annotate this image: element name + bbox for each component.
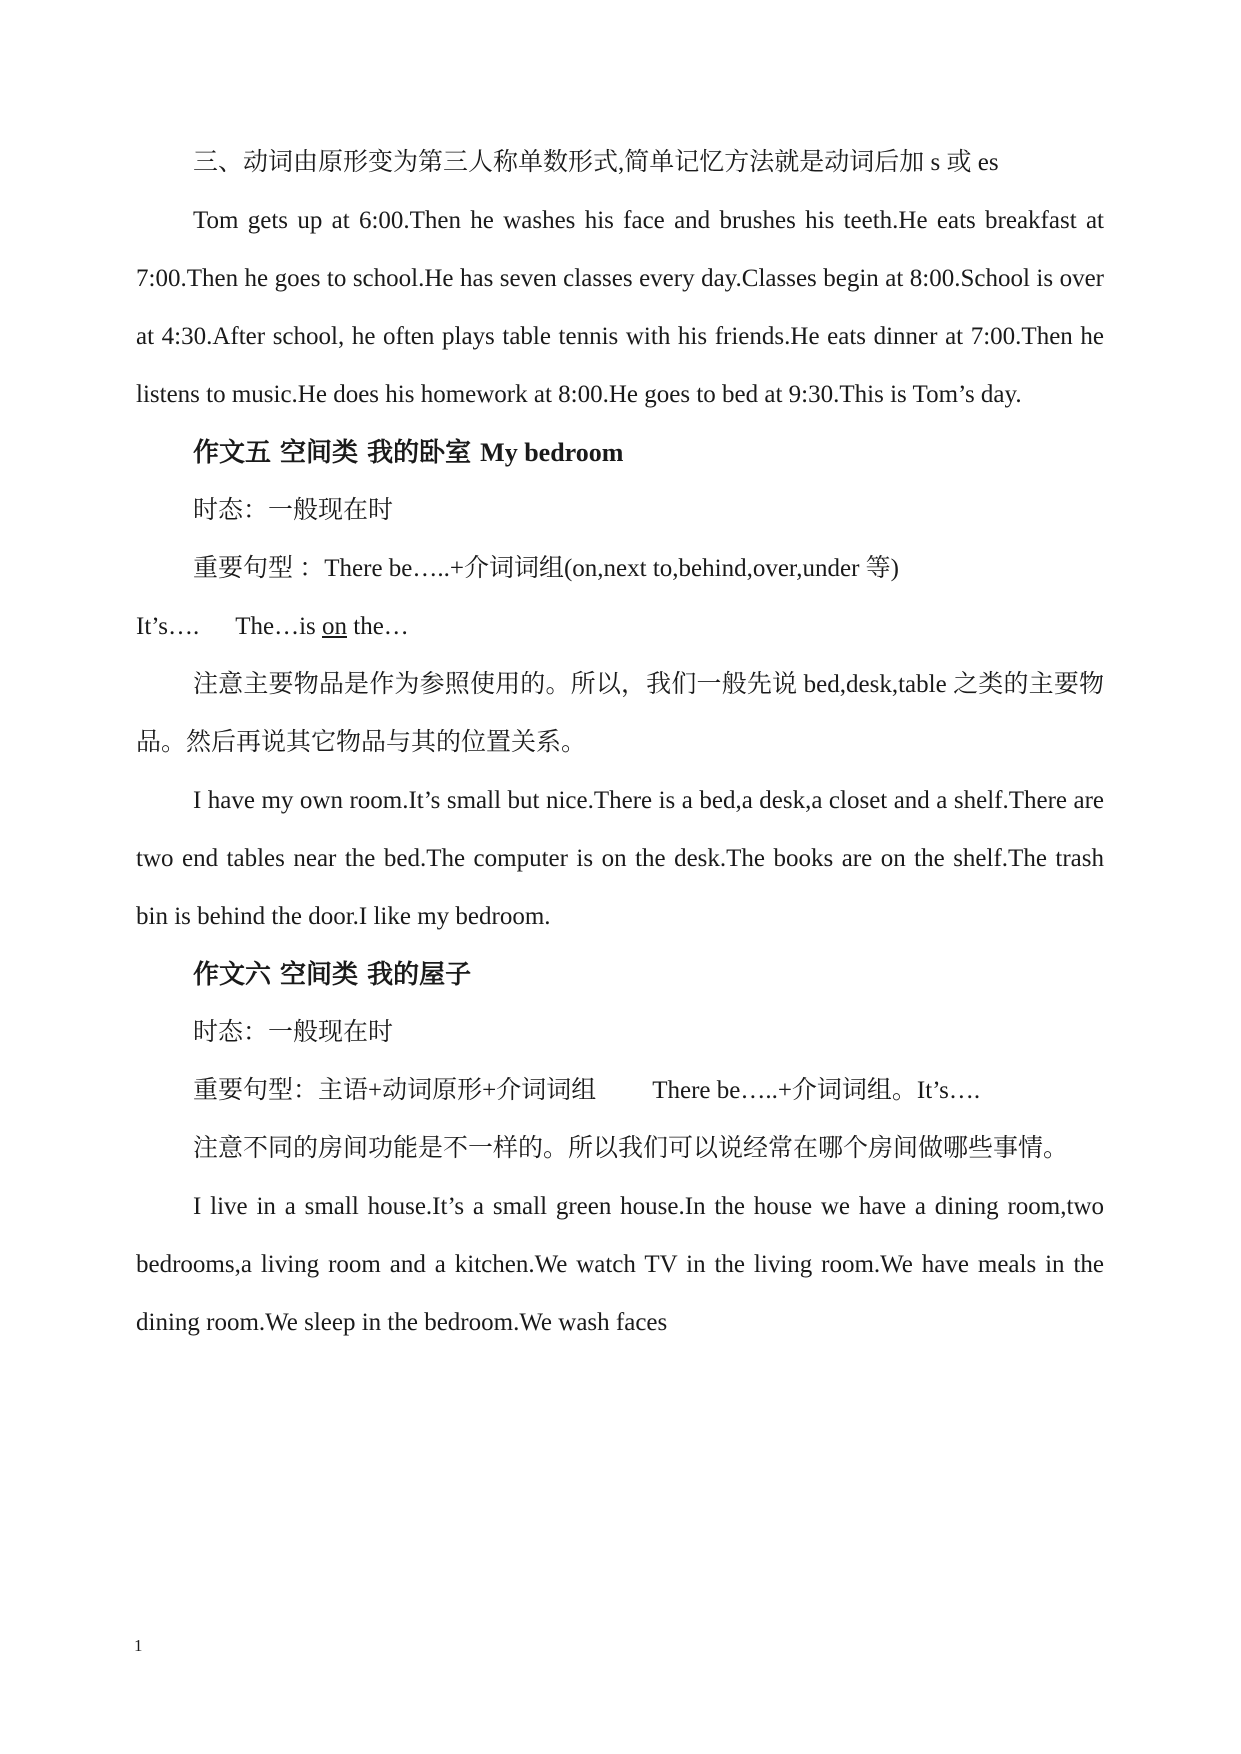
essay-five-pattern-on: on bbox=[322, 613, 347, 640]
essay-six-pattern-a: 重要句型：主语+动词原形+介词词组 bbox=[193, 1077, 597, 1104]
essay-five-patterns-line1: 重要句型 ：There be…..+介词词组(on,next to,behind,over,under 等) bbox=[193, 555, 900, 582]
essay-five-heading-en: My bedroom bbox=[480, 438, 624, 467]
essay-five-pattern-the-is: The…is bbox=[235, 613, 322, 640]
section-three-essay: Tom gets up at 6:00.Then he washes his face and brushes his teeth.He eats breakfast at 7:00.Then he goes to school.He has seven classes every day.Classes begin at 8:00.School is over at 4:30.After school, he often plays table tennis with his friends.He eats dinner at 7:00.Then he listens to music.He does his homework at 8:00.He goes to bed at 9:30.This is Tom’s day. bbox=[136, 207, 1104, 408]
essay-six-pattern-b: There be…..+介词词组。It’s…. bbox=[652, 1077, 981, 1104]
essay-five-note: 注意主要物品是作为参照使用的。所以，我们一般先说 bed,desk,table 之类的主要物品。然后再说其它物品与其的位置关系。 bbox=[136, 671, 1104, 756]
page-number: 1 bbox=[134, 1636, 143, 1655]
document-page bbox=[136, 134, 1104, 1614]
essay-five-patterns-line2 bbox=[136, 598, 1104, 656]
essay-six-essay: I live in a small house.It’s a small green house.In the house we have a dining room,two bedrooms,a living room and a kitchen.We watch TV in the living room.We have meals in the dining room.We sleep in the bedroom.We wash faces bbox=[136, 1193, 1104, 1336]
essay-five-pattern-its: It’s…. bbox=[136, 613, 200, 640]
essay-five-essay: I have my own room.It’s small but nice.There is a bed,a desk,a closet and a shelf.There are two end tables near the bed.The computer is on the desk.The books are on the shelf.The trash bin is behind the door.I like my bedroom. bbox=[136, 787, 1104, 930]
essay-five-heading bbox=[136, 424, 1104, 482]
section-three-rule: 三、动词由原形变为第三人称单数形式,简单记忆方法就是动词后加 s 或 es bbox=[193, 149, 999, 176]
essay-five-heading-cn: 作文五 空间类 我的卧室 bbox=[193, 438, 472, 468]
essay-five-tense: 时态：一般现在时 bbox=[193, 497, 394, 524]
essay-six-note: 注意不同的房间功能是不一样的。所以我们可以说经常在哪个房间做哪些事情。 bbox=[193, 1135, 1069, 1162]
essay-six-tense: 时态：一般现在时 bbox=[193, 1019, 394, 1046]
essay-five-pattern-the: the… bbox=[347, 613, 409, 640]
essay-six-patterns bbox=[136, 1062, 1104, 1120]
essay-six-heading: 作文六 空间类 我的屋子 bbox=[193, 960, 472, 990]
